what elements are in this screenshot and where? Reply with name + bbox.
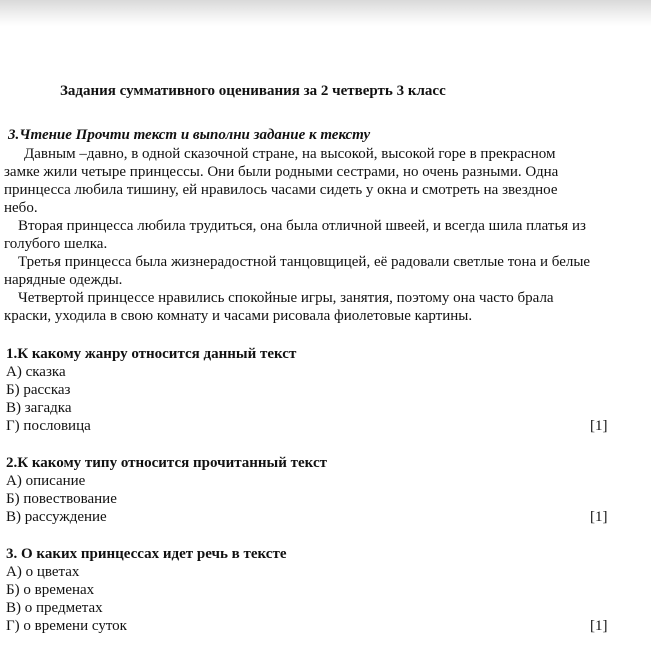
page-top-shadow <box>0 0 651 26</box>
question-2-option: Б) повествование <box>6 491 117 507</box>
text-line: краски, уходила в свою комнату и часами рисовала фиолетовые картины. <box>4 308 473 324</box>
question-3-score: [1] <box>590 618 608 634</box>
text-line: Третья принцесса была жизнерадостной танцовщицей, её радовали светлые тона и белые <box>18 254 591 270</box>
text-line: Вторая принцесса любила трудиться, она была отличной швеей, и всегда шила платья из <box>18 218 586 234</box>
question-3-option: А) о цветах <box>6 564 80 580</box>
text-line: голубого шелка. <box>4 236 108 252</box>
question-1-text: 1.К какому жанру относится данный текст <box>6 346 297 362</box>
reading-heading: 3.Чтение Прочти текст и выполни задание к тексту <box>8 127 371 143</box>
question-3-option: Г) о времени суток <box>6 618 127 634</box>
question-1-option: Г) пословица <box>6 418 91 434</box>
text-line: небо. <box>4 200 38 216</box>
question-2-score: [1] <box>590 509 608 525</box>
question-2-text: 2.К какому типу относится прочитанный текст <box>6 455 327 471</box>
text-line: принцесса любила тишину, ей нравилось часами сидеть у окна и смотреть на звездное <box>4 182 558 198</box>
text-line: Четвертой принцессе нравились спокойные игры, занятия, поэтому она часто брала <box>18 290 554 306</box>
text-line: нарядные одежды. <box>4 272 123 288</box>
question-1-option: А) сказка <box>6 364 66 380</box>
text-line: Давным –давно, в одной сказочной стране, на высокой, высокой горе в прекрасном <box>24 146 556 162</box>
question-1-option: В) загадка <box>6 400 72 416</box>
page-title: Задания суммативного оценивания за 2 четверть 3 класс <box>60 83 446 99</box>
question-1-score: [1] <box>590 418 608 434</box>
question-1-option: Б) рассказ <box>6 382 71 398</box>
question-2-option: В) рассуждение <box>6 509 107 525</box>
question-2-option: А) описание <box>6 473 86 489</box>
text-line: замке жили четыре принцессы. Они были родными сестрами, но очень разными. Одна <box>4 164 559 180</box>
question-3-text: 3. О каких принцессах идет речь в тексте <box>6 546 287 562</box>
question-3-option: Б) о временах <box>6 582 95 598</box>
question-3-option: В) о предметах <box>6 600 103 616</box>
